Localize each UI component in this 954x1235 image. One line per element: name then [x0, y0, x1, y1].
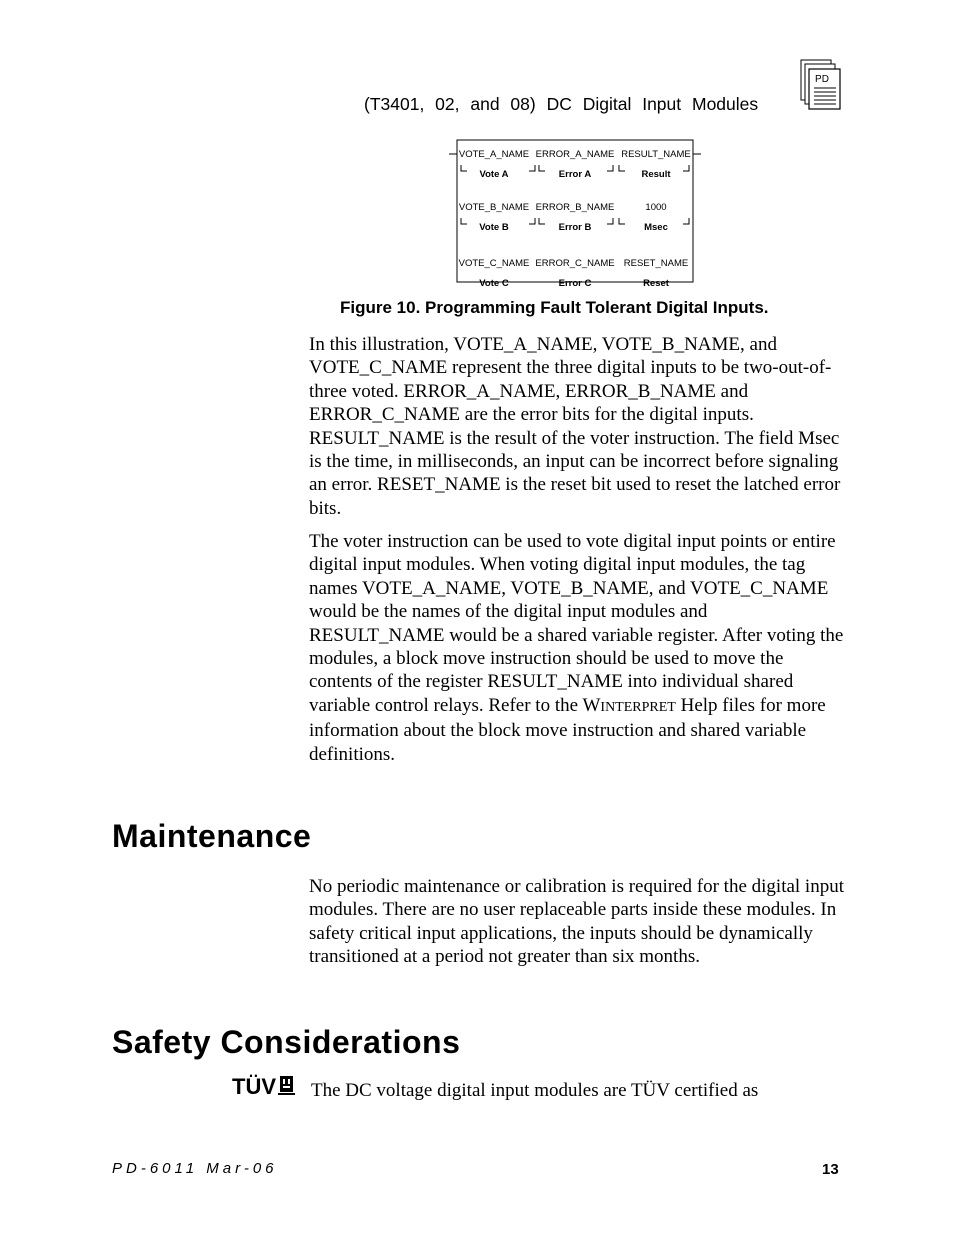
field-error-c: Error C [558, 278, 592, 289]
field-vote-a: Vote A [479, 169, 509, 180]
heading-maintenance: Maintenance [112, 818, 312, 854]
voter-instruction-diagram [445, 138, 705, 290]
field-error-b: Error B [558, 222, 592, 233]
tag-error-b-name: ERROR_B_NAME [535, 202, 615, 213]
tuv-mark-icon [232, 1073, 296, 1099]
pd-icon-label: PD [815, 74, 829, 85]
tag-error-a-name: ERROR_A_NAME [535, 149, 615, 160]
field-msec: Msec [644, 222, 668, 233]
heading-safety-considerations: Safety Considerations [112, 1024, 461, 1060]
running-header: (T3401, 02, and 08) DC Digital Input Modules [364, 94, 759, 114]
tag-error-c-name: ERROR_C_NAME [535, 258, 615, 269]
tag-vote-a-name: VOTE_A_NAME [458, 149, 530, 160]
paragraph-illustration: In this illustration, VOTE_A_NAME, VOTE_B_NAME, and VOTE_C_NAME represent the three digital inputs to be two-out-of-three voted. ERROR_A_NAME, ERROR_B_NAME and ERROR_C_NAME are the error bits for the digital inputs. RESULT_NAME is the result of the voter instruction. The field Msec is the time, in milliseconds, an input can be incorrect before signaling an error. RESET_NAME is the reset bit used to reset the latched error bits. [309, 334, 841, 519]
tag-result-name: RESULT_NAME [621, 149, 691, 160]
tag-reset-name: RESET_NAME [623, 258, 689, 269]
tag-vote-b-name: VOTE_B_NAME [458, 202, 530, 213]
tuv-certification-logo [232, 1073, 296, 1099]
paragraph-voter-instruction: The voter instruction can be used to vote digital input points or entire digital input modules. When voting digital input modules, the tag names VOTE_A_NAME, VOTE_B_NAME, and VOTE_C_NAME would be the names of the digital input modules and RESULT_NAME would be a shared variable register. After voting the modules, a block move instruction should be used to move the contents of the register RESULT_NAME into individual shared variable control relays. Refer to the WINTERPRET Help files for more information about the block move instruction and shared variable definitions. [309, 531, 844, 765]
page-number: 13 [822, 1161, 839, 1178]
footer-doc-id: PD-6011 Mar-06 [112, 1160, 278, 1177]
field-error-a: Error A [558, 169, 592, 180]
field-reset: Reset [643, 278, 669, 289]
svg-text:TÜV: TÜV [232, 1074, 276, 1099]
figure-caption: Figure 10. Programming Fault Tolerant Digital Inputs. [340, 298, 769, 317]
tag-msec-value: 1000 [645, 202, 667, 213]
pd-document-icon [800, 59, 842, 111]
field-result: Result [641, 169, 671, 180]
tag-vote-c-name: VOTE_C_NAME [458, 258, 530, 269]
paragraph-maintenance: No periodic maintenance or calibration is required for the digital input modules. There are no user replaceable parts inside these modules. In safety critical input applications, the inputs should be dynamically transitioned at a period not greater than six months. [309, 876, 844, 968]
field-vote-b: Vote B [479, 222, 509, 233]
paragraph-safety: The DC voltage digital input modules are TÜV certified as [311, 1080, 759, 1101]
winterpret-brand: WINTERPRET [582, 694, 676, 716]
field-vote-c: Vote C [479, 278, 509, 289]
